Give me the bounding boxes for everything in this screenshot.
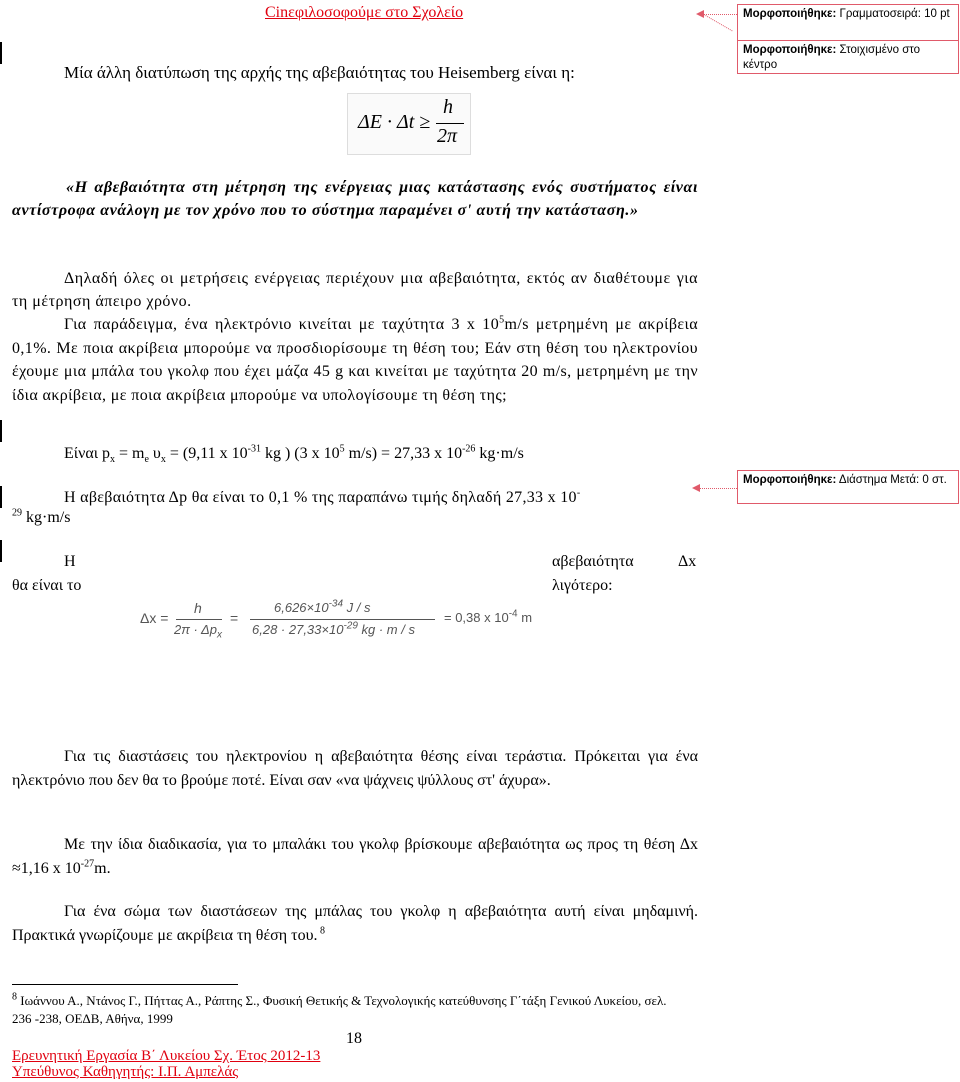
superscript: -4 [508,608,518,620]
text-segment: kg · m / s [357,622,415,637]
text-segment: Είναι p [64,445,110,462]
superscript: -26 [462,443,476,455]
subscript: x [110,454,115,466]
revision-bar [0,420,2,442]
dx-word: αβεβαιότητα [552,553,634,570]
footnote-ref[interactable]: 8 [317,925,325,937]
formula-den: 2π [437,125,458,147]
intro-text: Μία άλλη διατύπωση της αρχής της αβεβαιότητας του Heisemberg είναι η: [64,63,575,82]
dx-word: λιγότερο: [552,577,613,594]
formula-eq: = [230,610,239,626]
comment-text: Στοιχισμένο στο κέντρο [743,44,921,71]
comment-balloon[interactable] [737,470,959,504]
revision-bar [0,540,2,562]
text-segment: J / s [343,600,371,615]
text-segment: m/s) = 27,33 x 10 [344,445,463,462]
formula-num: h [443,96,453,118]
paragraph [12,900,698,948]
page-number: 18 [346,1030,362,1047]
comment-text: Γραμματοσειρά: 10 pt [839,8,950,20]
comment-leader [704,14,733,31]
formula-energy-time [347,93,471,155]
comment-balloon[interactable] [737,4,959,42]
text-segment: = (9,11 x 10 [165,445,248,462]
comment-label: Μορφοποιήθηκε: [743,44,837,56]
subscript: x [160,454,166,466]
formula-den [252,622,415,637]
text-segment: 6,626×10 [274,600,329,615]
formula-num: h [194,600,202,616]
text-segment: kg·m/s [22,509,71,526]
comment-leader [700,488,737,489]
footer-line-1[interactable]: Ερευνητική Εργασία Β΄ Λυκείου Σχ. Έτος 2012-13 [12,1048,321,1064]
footnote [12,992,682,1028]
dx-word: θα είναι το [12,577,82,594]
superscript: -34 [328,598,344,610]
text-segment: kg·m/s [475,445,524,462]
footer-line-2[interactable]: Υπεύθυνος Καθηγητής: Ι.Π. Αμπελάς [12,1064,239,1080]
formula-num [274,600,371,615]
text-segment: Για ένα σώμα των διαστάσεων της μπάλας του γκολφ η αβεβαιότητα αυτή είναι μηδαμινή. Πρακτικά γνωρίζουμε με ακρίβεια τη θέση του. [12,903,698,944]
formula-position-uncertainty [138,598,698,648]
comment-text: Διάστημα Μετά: 0 στ. [838,474,947,486]
text-segment: Η αβεβαιότητα Δp θα είναι το 0,1 % της παραπάνω τιμής δηλαδή 27,33 x 10 [64,489,577,506]
formula-lhs: Δx = [140,610,169,626]
delta-p-line-cont [12,509,70,527]
paragraph [12,833,698,881]
footnote-separator [12,984,238,985]
momentum-equation [64,443,524,466]
text-segment: Για παράδειγμα, ένα ηλεκτρόνιο κινείται με ταχύτητα 3 x 10 [64,316,500,333]
formula-lhs: ΔE · Δt ≥ [358,111,431,133]
principle-quote: «Η αβεβαιότητα στη μέτρηση της ενέργειας μιας κατάστασης ενός συστήματος είναι αντίστροφα ανάλογη με τον χρόνο που το σύστημα παραμένει σ' αυτή την κατάσταση.» [12,179,698,219]
subscript: x [216,629,222,641]
superscript: -27 [80,858,95,870]
superscript: - [576,487,581,499]
footnote-number: 8 [12,991,17,1003]
text-segment: 2π · Δp [174,622,217,637]
dx-word: Η [64,553,76,570]
text-segment: kg ) (3 x 10 [260,445,340,462]
fraction-line [436,123,464,124]
subscript: e [144,454,149,466]
text-segment: Με την ίδια διαδικασία, για το μπαλάκι του γκολφ βρίσκουμε αβεβαιότητα ως προς τη θέση Δx ≈1,16 x 10 [12,836,698,877]
text-segment: m/s μετρημένη με ακρίβεια 0,1%. Με ποια ακρίβεια μπορούμε να προσδιορίσουμε τη θέση του; Εάν στη θέση του ηλεκτρονίου έχουμε μια μπάλα του γκολφ που έχει μάζα 45 g και κινείται με ταχύτητα 20 m/s, μετρημένη με την ίδια ακρίβεια, με ποια ακρίβεια μπορούμε να υπολογίσουμε τη θέση της; [12,316,698,404]
fraction-line [176,619,222,620]
superscript: 5 [499,314,505,326]
text-segment: υ [148,445,161,462]
comment-label: Μορφοποιήθηκε: [743,8,837,20]
header-title[interactable]: Cinεφιλοσοφούμε στο Σχολείο [265,4,464,21]
text-segment: m. [94,860,111,877]
dx-word: Δx [678,553,697,570]
comment-balloon[interactable] [737,40,959,74]
text-segment: = 0,38 x 10 [444,610,509,625]
revision-bar [0,486,2,508]
footnote-text: Ιωάννου Α., Ντάνος Γ., Πήττας Α., Ράπτης Σ., Φυσική Θετικής & Τεχνολογικής κατεύθυνσης Γ΄τάξη Γενικού Λυκείου, σελ. 236 -238, ΟΕΔΒ, Αθήνα, 1999 [12,993,667,1026]
revision-bar [0,42,2,64]
superscript: 5 [339,443,345,455]
delta-p-line [64,489,700,507]
formula-result [444,610,532,625]
text-segment: 6,28 · 27,33×10 [252,622,344,637]
text-segment: = m [115,445,145,462]
comment-label: Μορφοποιήθηκε: [743,474,837,486]
paragraph: Δηλαδή όλες οι μετρήσεις ενέργειας περιέχουν μια αβεβαιότητα, εκτός αν διαθέτουμε για τη μέτρηση άπειρο χρόνο. [12,270,698,310]
paragraph: Για τις διαστάσεις του ηλεκτρονίου η αβεβαιότητα θέσης είναι τεράστια. Πρόκειται για ένα ηλεκτρόνιο που δεν θα το βρούμε ποτέ. Είναι σαν «να ψάχνεις ψύλλους στ' άχυρα». [12,748,698,789]
comment-leader [704,14,737,15]
superscript: -29 [343,620,358,632]
superscript: -31 [247,443,261,455]
paragraph [12,313,698,407]
text-segment: m [517,610,533,625]
formula-den [174,622,222,641]
superscript: 29 [12,507,22,519]
